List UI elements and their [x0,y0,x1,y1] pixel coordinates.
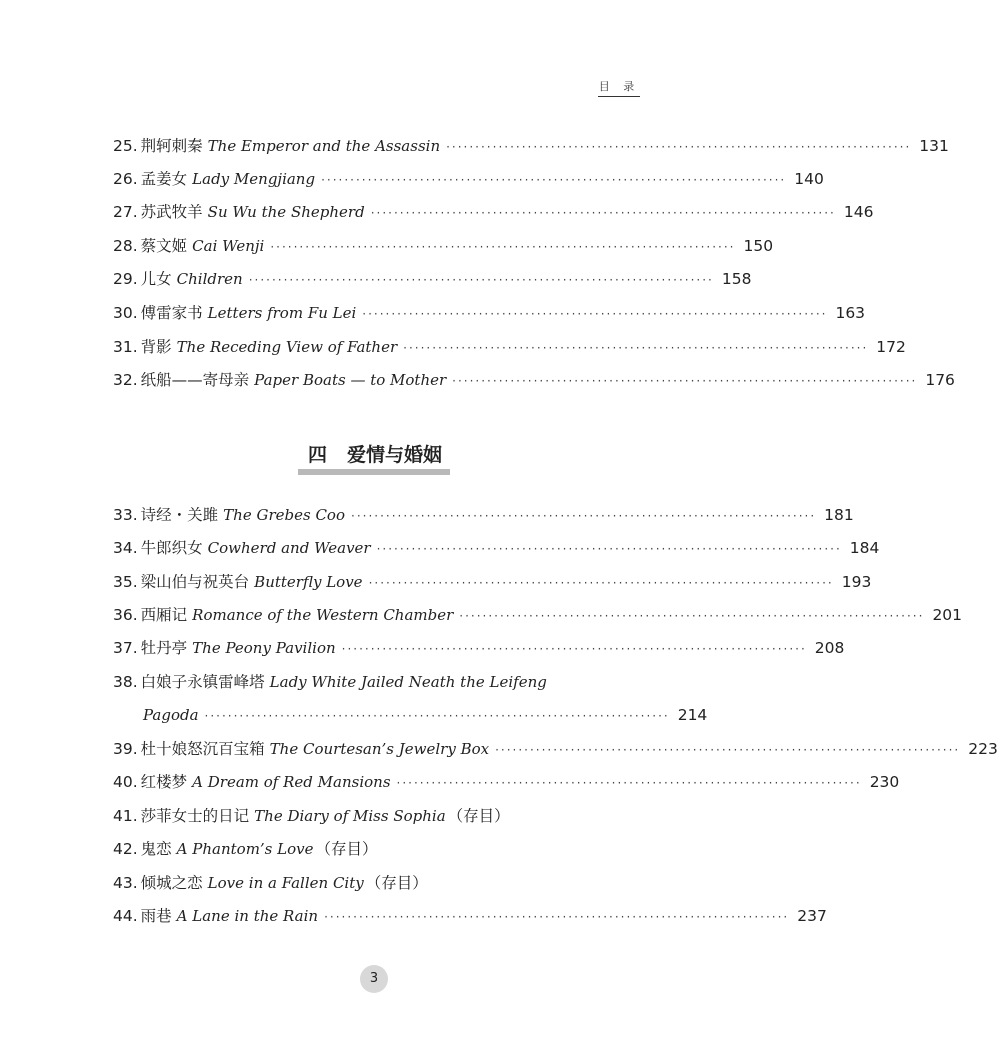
toc-entry[interactable] [113,267,752,291]
section-heading [0,440,750,467]
entry-number: 38. [113,673,138,691]
entry-number: 35. [113,573,138,591]
toc-entry[interactable] [113,670,638,694]
entry-chinese-title: 傅雷家书 [140,304,203,322]
leader-dots: ················································································ [403,341,869,355]
entry-number: 44. [113,907,138,925]
toc-entry[interactable] [113,167,824,191]
entry-page-number: 214 [677,706,708,724]
entry-number: 33. [113,506,138,524]
entry-page-number: 140 [794,170,824,188]
entry-english-title: The Diary of Miss Sophia [254,807,446,825]
toc-entry[interactable] [113,234,774,258]
toc-entry[interactable] [113,770,900,794]
entry-chinese-title: 西厢记 [140,606,188,624]
entry-english-title: A Lane in the Rain [176,907,319,925]
toc-entry[interactable] [113,570,872,594]
entry-chinese-title: 鬼恋 [140,840,172,858]
entry-english-title: Cowherd and Weaver [207,539,371,557]
section-number: 四 [307,444,327,466]
entry-page-number: 131 [919,137,949,155]
toc-entry[interactable] [113,536,880,560]
entry-page-number: 237 [797,907,827,925]
entry-page-number: 172 [876,338,906,356]
leader-dots: ················································································ [370,206,836,220]
entry-number: 26. [113,170,138,188]
entry-english-title: Cai Wenji [192,237,265,255]
entry-english-title: A Phantom’s Love [176,840,314,858]
toc-entry[interactable] [113,200,874,224]
toc-entry[interactable] [113,368,955,392]
entry-number: 34. [113,539,138,557]
entry-note: （存目） [365,874,428,892]
entry-note: （存目） [315,840,378,858]
entry-english-title: The Courtesan’s Jewelry Box [269,740,490,758]
entry-page-number: 184 [849,539,880,557]
entry-chinese-title: 纸船——寄母亲 [140,371,250,389]
entry-chinese-title: 莎菲女士的日记 [140,807,250,825]
entry-english-title: Lady Mengjiang [192,170,316,188]
leader-dots: ················································································ [446,140,912,154]
entry-chinese-title: 苏武牧羊 [140,203,203,221]
entry-english-title: Butterfly Love [254,573,363,591]
entry-chinese-title: 儿女 [140,270,172,288]
entry-english-title: The Peony Pavilion [192,639,336,657]
entry-page-number: 146 [843,203,874,221]
entry-chinese-title: 牡丹亭 [140,639,188,657]
entry-chinese-title: 背影 [140,338,172,356]
entry-chinese-title: 梁山伯与祝英台 [140,573,250,591]
entry-english-title: The Grebes Coo [223,506,345,524]
toc-entry[interactable] [113,335,906,359]
entry-number: 40. [113,773,138,791]
toc-entry-continuation[interactable] [143,703,708,727]
entry-page-number: 176 [925,371,955,389]
entry-number: 32. [113,371,138,389]
entry-english-title: Su Wu the Shepherd [207,203,365,221]
toc-entry[interactable] [113,603,963,627]
leader-dots: ················································································ [452,374,918,388]
entry-number: 29. [113,270,138,288]
entry-english-title-continued: Pagoda [143,706,199,724]
entry-chinese-title: 杜十娘怒沉百宝箱 [140,740,265,758]
entry-page-number: 208 [814,639,845,657]
toc-entry[interactable] [113,737,998,761]
entry-page-number: 230 [869,773,900,791]
entry-english-title: The Receding View of Father [176,338,398,356]
entry-number: 43. [113,874,138,892]
entry-page-number: 193 [841,573,872,591]
leader-dots: ················································································ [324,910,790,924]
entry-number: 37. [113,639,138,657]
entry-page-number: 201 [932,606,963,624]
leader-dots: ················································································ [351,509,817,523]
entry-page-number: 163 [835,304,866,322]
entry-english-title: Letters from Fu Lei [207,304,357,322]
toc-entry[interactable] [113,904,827,928]
entry-chinese-title: 诗经・关雎 [140,506,219,524]
entry-english-title: The Emperor and the Assassin [207,137,441,155]
entry-chinese-title: 雨巷 [140,907,172,925]
entry-english-title: Paper Boats — to Mother [254,371,447,389]
entry-english-title: Romance of the Western Chamber [192,606,454,624]
leader-dots: ················································································ [495,743,961,757]
entry-note: （存目） [447,807,510,825]
leader-dots: ················································································ [376,542,842,556]
leader-dots: ················································································ [368,576,834,590]
entry-number: 39. [113,740,138,758]
entry-page-number: 223 [968,740,998,758]
section-title: 爱情与婚姻 [347,444,443,466]
entry-chinese-title: 红楼梦 [140,773,188,791]
entry-chinese-title: 倾城之恋 [140,874,203,892]
toc-entry[interactable] [113,636,845,660]
toc-entry[interactable] [113,804,638,828]
entry-number: 30. [113,304,138,322]
toc-entry[interactable] [113,503,854,527]
section-underline [298,469,450,475]
leader-dots: ················································································ [270,240,736,254]
toc-entry[interactable] [113,871,638,895]
entry-number: 31. [113,338,138,356]
entry-chinese-title: 孟姜女 [140,170,188,188]
entry-number: 28. [113,237,138,255]
entry-english-title: Children [176,270,243,288]
leader-dots: ················································································ [396,776,862,790]
leader-dots: ················································································ [459,609,925,623]
entry-page-number: 181 [824,506,854,524]
running-head: 目 录 [598,78,640,97]
entry-page-number: 158 [721,270,752,288]
entry-chinese-title: 白娘子永镇雷峰塔 [140,673,265,691]
leader-dots: ················································································ [341,642,807,656]
leader-dots: ················································································ [362,307,828,321]
entry-chinese-title: 荆轲刺秦 [140,137,203,155]
leader-dots: ················································································ [204,709,670,723]
entry-number: 41. [113,807,138,825]
entry-chinese-title: 牛郎织女 [140,539,203,557]
entry-number: 36. [113,606,138,624]
entry-number: 27. [113,203,138,221]
leader-dots: ················································································ [321,173,787,187]
toc-entry[interactable] [113,134,949,158]
entry-english-title: Love in a Fallen City [207,874,364,892]
page-number-badge: 3 [360,965,388,993]
entry-english-title: A Dream of Red Mansions [192,773,391,791]
toc-entry[interactable] [113,301,866,325]
entry-number: 25. [113,137,138,155]
entry-chinese-title: 蔡文姬 [140,237,188,255]
leader-dots: ················································································ [248,273,714,287]
entry-page-number: 150 [743,237,774,255]
toc-entry[interactable] [113,837,638,861]
entry-english-title: Lady White Jailed Neath the Leifeng [269,673,547,691]
entry-number: 42. [113,840,138,858]
